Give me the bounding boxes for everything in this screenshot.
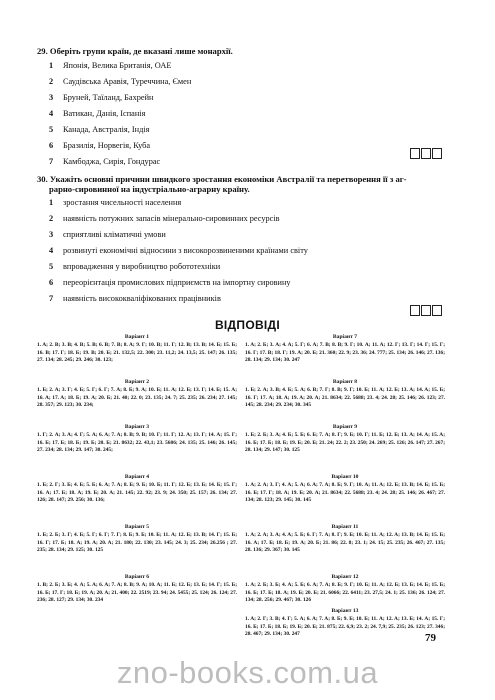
variant-title: Варіант 6 xyxy=(124,574,150,580)
question-30-option: 5 впровадження у виробництво робототехніки xyxy=(49,262,221,271)
question-29-option: 2 Саудівська Аравія, Туреччина, Ємен xyxy=(49,77,192,86)
variant-answers: 1. A; 2. Б; 3. Б; 4. A; 5. Б; 6. A; 7. A; 8. Б; 9. Г; 10. Б; 11. A; 12. Б; 13. Б; 14. Б; 15. Б; 16. Б; 17. Б; 18. A; 19. Б; 20. Б; 21. 6066; 22. 6411; 23. 27,5; 24. 1; 25. 136; 26. 124; 27. 134; 28. 256; 29. 467; 30. 126 xyxy=(245,582,445,604)
question-29-option: 3 Бруней, Таїланд, Бахрейн xyxy=(49,93,154,102)
question-29-answer-boxes[interactable] xyxy=(410,148,442,159)
answer-box[interactable] xyxy=(421,148,431,159)
variant-answers: 1. Б; 2. A; 3. B; 4. Б; 5. A; 6. B; 7. Г; 8. B; 9. Г; 10. Б; 11. A; 12. Б; 13. A; 14. A; 15. Б; 16. Г; 17. A; 18. A; 19. A; 20. A; 21. 8634; 22. 5688; 23. 4; 24. 28; 25. 146; 26. 123; 27. 145; 28. 234; 29. 234; 30. 345 xyxy=(245,387,445,409)
page-number: 79 xyxy=(425,632,436,644)
variant-title: Варіант 12 xyxy=(331,574,359,580)
question-30-option: 2 наявність потужних запасів мінерально-сировинних ресурсів xyxy=(49,214,280,223)
answers-heading: ВІДПОВІДІ xyxy=(214,318,281,332)
variant-title: Варіант 11 xyxy=(331,524,359,530)
answer-box[interactable] xyxy=(432,148,442,159)
variant-answers: 1. A; 2. Б; 3. A; 4. A; 5. Г; 6. A; 7. B; 8. B; 9. Г; 10. A; 11. A; 12. Г; 13. Г; 14. Г; 15. Г; 16. Г; 17. B; 18. Г; 19. A; 20. Б; 21. 360; 22. 9; 23. 36; 24. 777; 25. 134; 26. 146; 27. 136; 28. 134; 29. 134; 30. 247 xyxy=(245,342,445,364)
answer-box[interactable] xyxy=(410,305,420,316)
answer-box[interactable] xyxy=(410,148,420,159)
variant-answers: 1. A; 2. B; 3. B; 4. B; 5. B; 6. B; 7. B; 8. A; 9. Г; 10. B; 11. Г; 12. B; 13. B; 14. Б; 15. Б; 16. B; 17. Г; 18. Б; 19. B; 20. Б; 21. 132,5; 22. 300; 23. 11,2; 24. 13,5; 25. 147; 26. 135; 27. 134; 28. 245; 29. 246; 30. 123; xyxy=(37,342,237,364)
variant-title: Варіант 3 xyxy=(124,424,150,430)
question-29-option: 4 Ватикан, Данія, Іспанія xyxy=(49,109,146,118)
variant-answers: 1. Б; 2. Б; 3. Г; 4. Б; 5. Г; 6. Г; 7. Г; 8. Б; 9. Б; 10. Б; 11. A; 12. Б; 13. B; 14. Г; 15. Б; 16. Г; 17. Б; 18. A; 19. A; 20. A; 21. 180; 22. 130; 23. 145; 24. 3; 25. 234; 26.256 ; 27. 235; 28. 134; 29. 125; 30. 125 xyxy=(37,532,237,554)
variant-title: Варіант 2 xyxy=(124,379,150,385)
question-29-title: 29. Оберіть групи країн, де вказані лише монархії. xyxy=(37,46,233,56)
variant-answers: 1. B; 2. Б; 3. Б; 4. A; 5. A; 6. A; 7. A; 8. B; 9. A; 10. A; 11. Б; 12. Б; 13. Б; 14. Г; 15. Б; 16. Б; 17. Г; 18. Б; 19. A; 20. A; 21. 400; 22. 2519; 23. 94; 24. 5455; 25. 124; 26. 124; 27. 236; 28. 127; 29. 134; 30. 234 xyxy=(37,582,237,604)
question-29-option: 5 Канада, Австралія, Індія xyxy=(49,125,150,134)
variant-answers: 1. Б; 2. Б; 3. A; 4. Б; 5. Б; 6. Б; 7. A; 8. Г; 9. Б; 10. Г; 11. Б; 12. Б; 13. A; 14. A; 15. A; 16. Б; 17. Б; 18. Б; 19. Б; 20. Б; 21. 24; 22. 2; 23. 250; 24. 269; 25. 126; 26. 147; 27. 267; 28. 134; 29. 147; 30. 125 xyxy=(245,432,445,454)
variant-answers: 1. Г; 2. A; 3. A; 4. Г; 5. A; 6. A; 7. A; 8. B; 9. B; 10. Г; 11. Г; 12. A; 13. Г; 14. A; 15. Г; 16. Б; 17. Б; 18. Б; 19. Б; 20. Б; 21. 8632; 22. 43,1; 23. 5686; 24. 135; 25. 146; 26. 145; 27. 234; 28. 134; 29. 147; 30. 245; xyxy=(37,432,237,454)
question-30-option: 4 розвинуті економічні відносини з високорозвиненими країнами світу xyxy=(49,246,308,255)
variant-title: Варіант 10 xyxy=(331,474,359,480)
variant-title: Варіант 8 xyxy=(332,379,358,385)
variant-answers: 1. A; 2. Г; 3. B; 4. Г; 5. A; 6. A; 7. A; 8. Б; 9. Б; 10. Б; 11. A; 12. A; 13. Б; 14. A; 15. Г; 16. Б; 17. Б; 18. Б; 19. Б; 20. Б; 21. 875; 22. 6,9; 23. 2; 24. 7,9; 25. 235; 26. 123; 27. 346; 28. 467; 29. 134; 30. 247 xyxy=(245,616,445,638)
variant-title: Варіант 1 xyxy=(124,334,150,340)
question-30-option: 7 наявність висококваліфікованих працівників xyxy=(49,294,221,303)
variant-title: Варіант 13 xyxy=(331,608,359,614)
question-29-option: 1 Японія, Велика Британія, ОАЕ xyxy=(49,61,172,70)
variant-answers: 1. A; 2. A; 3. A; 4. A; 5. Б; 6. Г; 7. A; 8. Г; 9. Б; 10. Б; 11. A; 12. A; 13. B; 14. Б; 15. Б; 16. A; 17. Б; 18. Б; 19. A; 20. Б; 21. 86; 22. 8; 23. 1; 24. 15; 25. 235; 26. 467; 27. 135; 28. 136; 29. 367; 30. 145 xyxy=(245,532,445,554)
question-30-title-line1: 30. Укажіть основні причини швидкого зростання економіки Австралії та перетворення її з аг- xyxy=(37,174,407,184)
variant-answers: 1. Б; 2. Г; 3. Б; 4. Б; 5. Б; 6. A; 7. A; 8. Б; 9. Б; 10. Б; 11. Г; 12. Б; 13. Б; 14. Б; 15. Г; 16. A; 17. Б; 18. A; 19. Б; 20. A; 21. 145; 22. 92; 23. 9; 24. 350; 25. 157; 26. 134; 27. 126; 28. 147; 29. 256; 30. 136; xyxy=(37,482,237,504)
answer-box[interactable] xyxy=(421,305,431,316)
question-30-option: 3 сприятливі кліматичні умови xyxy=(49,230,166,239)
variant-title: Варіант 4 xyxy=(124,474,150,480)
answer-box[interactable] xyxy=(432,305,442,316)
question-30-option: 6 переорієнтація промислових підприємств на імпортну сировину xyxy=(49,278,291,287)
watermark: zno-books.com.ua xyxy=(116,655,379,690)
variant-title: Варіант 7 xyxy=(332,334,358,340)
question-30-answer-boxes[interactable] xyxy=(410,305,442,316)
question-30-title-line2: рарно-сировинної на індустріально-аграрну країну. xyxy=(49,184,250,194)
variant-title: Варіант 5 xyxy=(124,524,150,530)
variant-answers: 1. A; 2. A; 3. Г; 4. A; 5. A; 6. A; 7. A; 8. Б; 9. Г; 10. A; 11. A; 12. Б; 13. B; 14. Б; 15. Б; 16. Б; 17. Г; 18. A; 19. Б; 20. A; 21. 8634; 22. 5688; 23. 4; 24. 28; 25. 146; 26. 467; 27. 134; 28. 123; 29. 145; 30. 145 xyxy=(245,482,445,504)
variant-answers: 1. Б; 2. A; 3. Г; 4. Б; 5. Г; 6. Г; 7. A; 8. Б; 9. A; 10. Б; 11. A; 12. Б; 13. Г; 14. Б; 15. A; 16. A; 17. A; 18. Б; 19. A; 20. Б; 21. 40; 22. 0; 23. 135; 24. 7; 25. 235; 26. 234; 27. 145; 28. 357; 29. 123; 30. 234; xyxy=(37,387,237,409)
question-29-option: 7 Камбоджа, Сирія, Гондурас xyxy=(49,157,161,166)
question-30-option: 1 зростання чисельності населення xyxy=(49,198,182,207)
variant-title: Варіант 9 xyxy=(332,424,358,430)
question-29-option: 6 Бразилія, Норвегія, Куба xyxy=(49,141,151,150)
